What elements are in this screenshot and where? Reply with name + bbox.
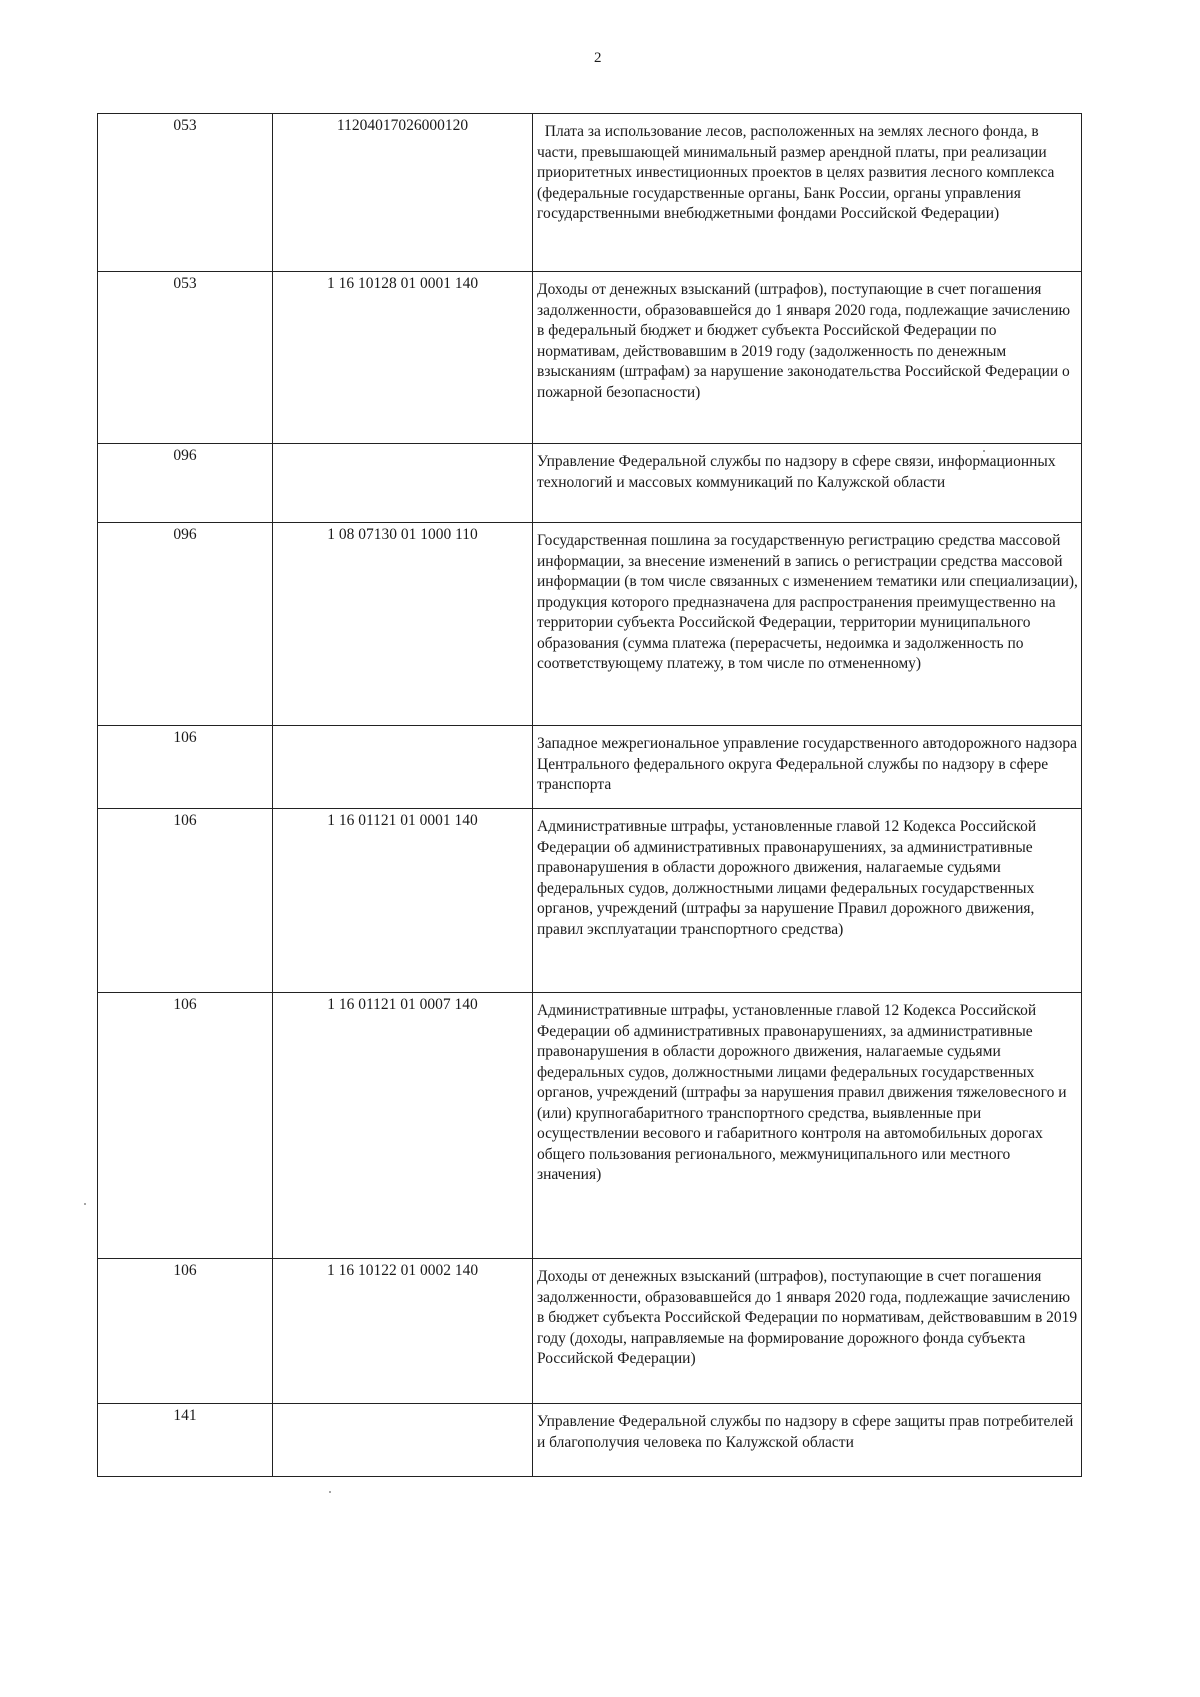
table-row: [98, 523, 1082, 726]
table-row: [98, 993, 1082, 1259]
description-text: Доходы от денежных взысканий (штрафов), поступающие в счет погашения задолженности, образовавшейся до 1 января 2020 года, подлежащие зачислению в федеральный бюджет и бюджет субъекта Российской Федерации по нормативам, действовавшим в 2019 году (задолженность по денежным взысканиям (штрафам) за нарушение законодательства Российской Федерации о пожарной безопасности): [537, 281, 1071, 401]
description-cell: [533, 114, 1082, 272]
scan-speck: [983, 450, 985, 452]
kbk-code-cell: [273, 726, 533, 809]
kbk-code-cell: 1 16 01121 01 0007 140: [273, 993, 533, 1259]
table-row: [98, 809, 1082, 993]
description-cell: [533, 272, 1082, 444]
admin-code-cell: 141: [98, 1404, 273, 1477]
description-cell: [533, 523, 1082, 726]
description-cell: [533, 1259, 1082, 1404]
table-row: [98, 444, 1082, 523]
admin-code-cell: 106: [98, 809, 273, 993]
table-row: [98, 726, 1082, 809]
description-text: Управление Федеральной службы по надзору в сфере защиты прав потребителей и благополучия человека по Калужской области: [537, 1413, 1074, 1451]
revenue-codes-table: [97, 113, 1082, 1477]
scan-speck: [84, 1203, 86, 1205]
table-row: [98, 272, 1082, 444]
admin-code-cell: 053: [98, 114, 273, 272]
admin-code-cell: 096: [98, 523, 273, 726]
description-text: Доходы от денежных взысканий (штрафов), поступающие в счет погашения задолженности, образовавшейся до 1 января 2020 года, подлежащие зачислению в бюджет субъекта Российской Федерации по нормативам, действовавшим в 2019 году (доходы, направляемые на формирование дорожного фонда субъекта Российской Федерации): [537, 1268, 1078, 1367]
description-text: Административные штрафы, установленные главой 12 Кодекса Российской Федерации об административных правонарушениях, за административные правонарушения в области дорожного движения, налагаемые судьями федеральных судов, должностными лицами федеральных государственных органов, учреждений (штрафы за нарушения правил движения тяжеловесного и (или) крупногабаритного транспортного средства, выявленные при осуществлении весового и габаритного контроля на автомобильных дорогах общего пользования регионального, межмуниципального или местного значения): [537, 1002, 1067, 1183]
description-text: Плата за использование лесов, расположенных на землях лесного фонда, в части, превышающей минимальный размер арендной платы, при реализации приоритетных инвестиционных проектов в целях развития лесного комплекса (федеральные государственные органы, Банк России, органы управления государственными внебюджетными фондами Российской Федерации): [537, 123, 1059, 222]
scan-speck: [329, 1491, 331, 1493]
table-row: [98, 1259, 1082, 1404]
description-text: Административные штрафы, установленные главой 12 Кодекса Российской Федерации об административных правонарушениях, за административные правонарушения в области дорожного движения, налагаемые судьями федеральных судов, должностными лицами федеральных государственных органов, учреждений (штрафы за нарушение Правил дорожного движения, правил эксплуатации транспортного средства): [537, 818, 1037, 938]
page-number: 2: [594, 50, 602, 66]
description-text: Государственная пошлина за государственную регистрацию средства массовой информации, за внесение изменений в запись о регистрации средства массовой информации (в том числе связанных с изменением тематики или специализации), продукция которого предназначена для распространения преимущественно на территории субъекта Российской Федерации, территории муниципального образования (сумма платежа (перерасчеты, недоимка и задолженность по соответствующему платежу, в том числе по отмененному): [537, 532, 1078, 672]
kbk-code-cell: 1 08 07130 01 1000 110: [273, 523, 533, 726]
table-row: [98, 1404, 1082, 1477]
admin-code-cell: 106: [98, 1259, 273, 1404]
admin-code-cell: 053: [98, 272, 273, 444]
kbk-code-cell: 1 16 10128 01 0001 140: [273, 272, 533, 444]
description-text: Управление Федеральной службы по надзору в сфере связи, информационных технологий и массовых коммуникаций по Калужской области: [537, 453, 1056, 491]
table-row: [98, 114, 1082, 272]
kbk-code-cell: [273, 444, 533, 523]
description-cell: [533, 993, 1082, 1259]
kbk-code-cell: 1 16 10122 01 0002 140: [273, 1259, 533, 1404]
kbk-code-cell: 11204017026000120: [273, 114, 533, 272]
admin-code-cell: 096: [98, 444, 273, 523]
description-cell: [533, 1404, 1082, 1477]
description-cell: [533, 444, 1082, 523]
description-text: Западное межрегиональное управление государственного автодорожного надзора Центрального федерального округа Федеральной службы по надзору в сфере транспорта: [537, 735, 1077, 793]
kbk-code-cell: 1 16 01121 01 0001 140: [273, 809, 533, 993]
admin-code-cell: 106: [98, 726, 273, 809]
kbk-code-cell: [273, 1404, 533, 1477]
admin-code-cell: 106: [98, 993, 273, 1259]
description-cell: [533, 809, 1082, 993]
description-cell: [533, 726, 1082, 809]
